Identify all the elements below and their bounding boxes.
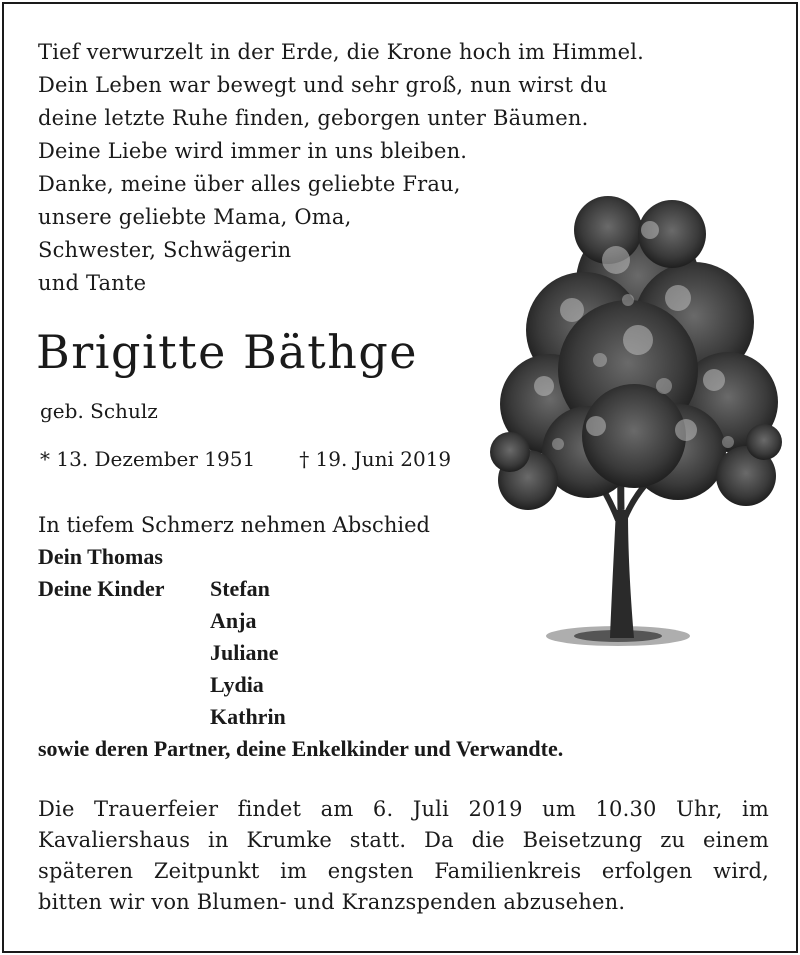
life-dates [40,447,451,471]
poem-line: Danke, meine über alles geliebte Frau, [38,172,461,196]
children-label: Deine Kinder [38,576,165,601]
poem-line: deine letzte Ruhe finden, geborgen unter Bäumen. [38,106,589,130]
birth-date: * 13. Dezember 1951 [40,447,256,471]
mourners-intro: In tiefem Schmerz nehmen Abschied [38,513,430,537]
child-name: Lydia [210,672,264,697]
child-name: Juliane [210,640,279,665]
tree-illustration-icon [488,190,784,654]
ceremony-line: Kavaliershaus in Krumke statt. Da die Beisetzung zu einem [38,828,769,852]
maiden-name: geb. Schulz [40,399,158,423]
children-row [38,573,563,605]
ceremony-notice [38,794,769,918]
poem-line: Schwester, Schwägerin [38,238,292,262]
poem-line: unsere geliebte Mama, Oma, [38,205,352,229]
child-name: Stefan [210,576,270,601]
children-row [38,605,563,637]
child-name: Anja [210,608,257,633]
deceased-name: Brigitte Bäthge [36,325,418,379]
child-name: Kathrin [210,704,286,729]
obituary-notice [2,2,798,953]
mourners [38,509,563,765]
children-row [38,637,563,669]
poem-line: Tief verwurzelt in der Erde, die Krone hoch im Himmel. [38,40,645,64]
children-row [38,669,563,701]
poem-line: und Tante [38,271,147,295]
poem-line: Deine Liebe wird immer in uns bleiben. [38,139,468,163]
ceremony-line: Die Trauerfeier findet am 6. Juli 2019 um 10.30 Uhr, im [38,797,769,821]
death-date: † 19. Juni 2019 [299,447,452,471]
mourners-closing: sowie deren Partner, deine Enkelkinder und Verwandte. [38,736,564,761]
ceremony-line: bitten wir von Blumen- und Kranzspenden abzusehen. [38,890,626,914]
poem-line: Dein Leben war bewegt und sehr groß, nun wirst du [38,73,608,97]
children-row [38,701,563,733]
ceremony-line: späteren Zeitpunkt im engsten Familienkreis erfolgen wird, [38,859,769,883]
spouse-name: Dein Thomas [38,544,163,569]
